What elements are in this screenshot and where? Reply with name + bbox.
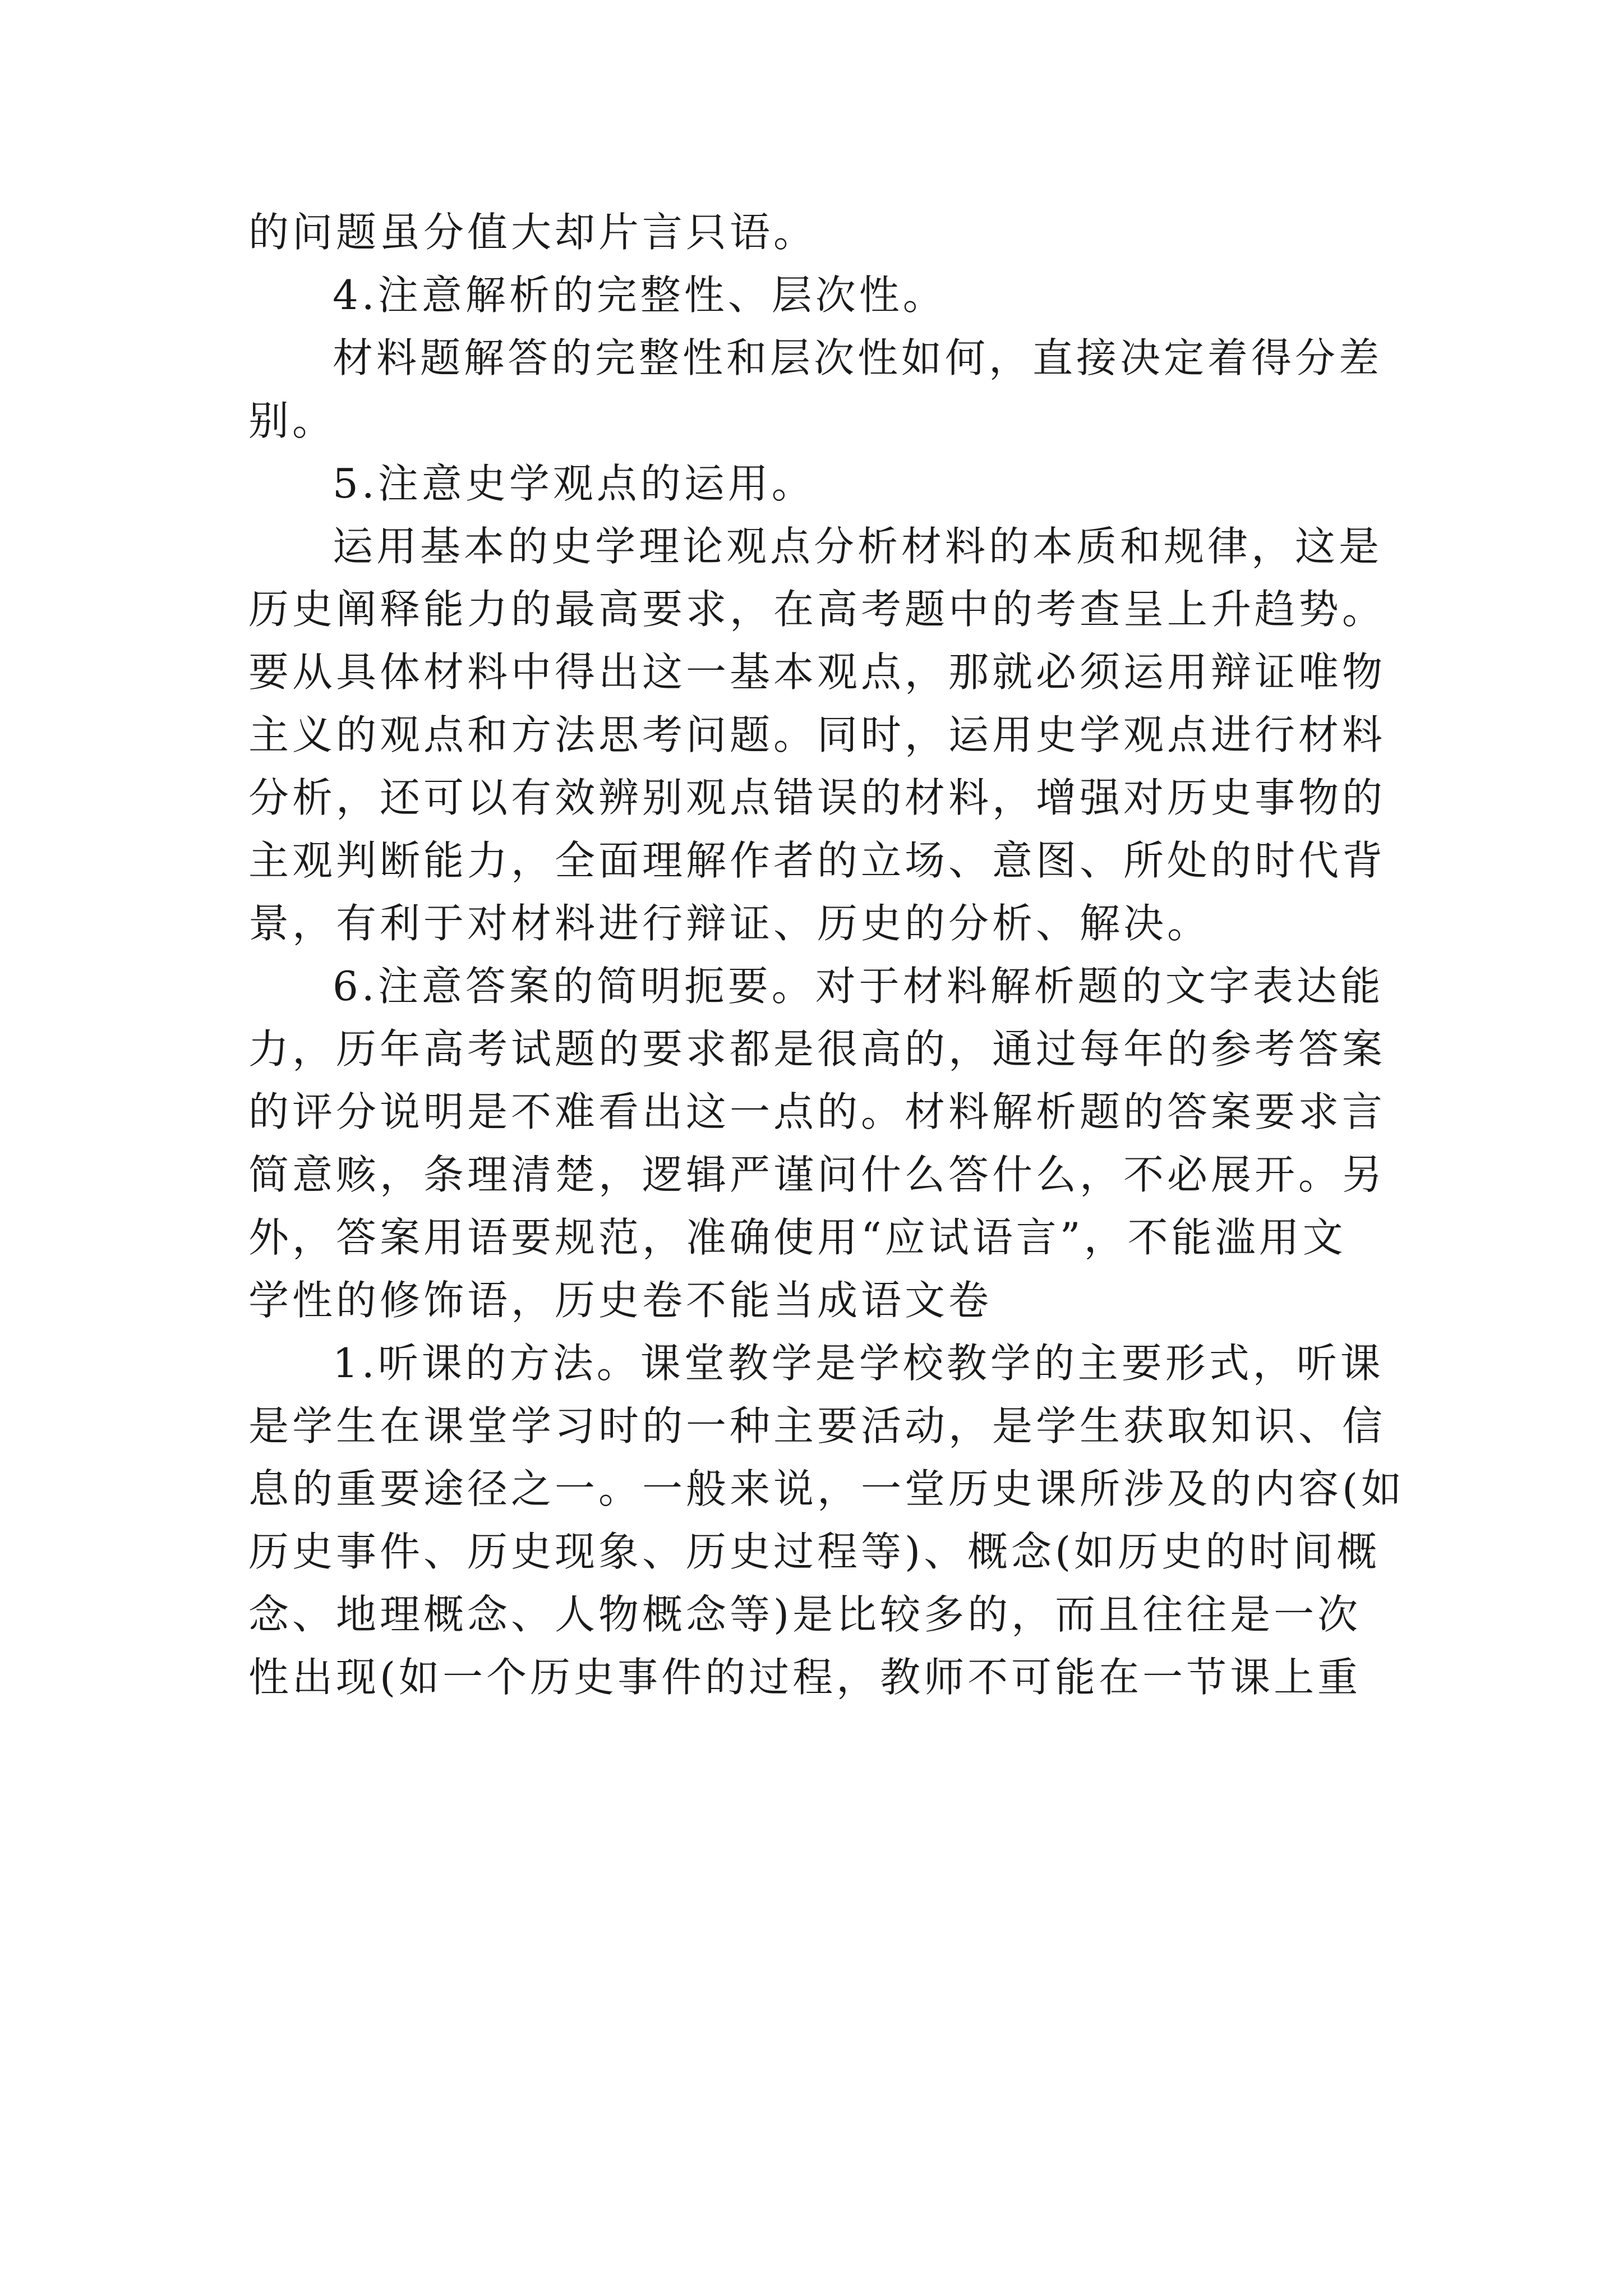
text-line: 要从具体材料中得出这一基本观点，那就必须运用辩证唯物 — [248, 648, 1386, 696]
text-line: 景，有利于对材料进行辩证、历史的分析、解决。 — [248, 900, 1211, 947]
text-line: 分析，还可以有效辨别观点错误的材料，增强对历史事物的 — [248, 774, 1386, 821]
text-line: 简意赅，条理清楚，逻辑严谨问什么答什么，不必展开。另 — [248, 1151, 1386, 1198]
text-line: 学性的修饰语，历史卷不能当成语文卷 — [248, 1277, 993, 1324]
document-body — [248, 201, 1405, 1709]
text-line: 力，历年高考试题的要求都是很高的，通过每年的参考答案 — [248, 1025, 1386, 1073]
text-line: 性出现(如一个历史事件的过程，教师不可能在一节课上重 — [248, 1654, 1362, 1701]
text-line: 息的重要途径之一。一般来说，一堂历史课所涉及的内容(如 — [248, 1465, 1405, 1512]
text-line: 的问题虽分值大却片言只语。 — [248, 209, 818, 256]
text-line: 念、地理概念、人物概念等)是比较多的，而且往往是一次 — [248, 1591, 1362, 1638]
text-line: 别。 — [248, 397, 336, 444]
text-line: 历史事件、历史现象、历史过程等)、概念(如历史的时间概 — [248, 1528, 1381, 1575]
text-line: 外，答案用语要规范，准确使用“应试语言”，不能滥用文 — [248, 1214, 1347, 1261]
text-line: 1.听课的方法。课堂教学是学校教学的主要形式，听课 — [333, 1340, 1384, 1387]
text-line: 运用基本的史学理论观点分析材料的本质和规律，这是 — [333, 523, 1383, 570]
text-line: 6.注意答案的简明扼要。对于材料解析题的文字表达能 — [333, 963, 1384, 1010]
text-line: 4.注意解析的完整性、层次性。 — [333, 272, 947, 319]
text-line: 5.注意史学观点的运用。 — [333, 460, 815, 507]
text-line: 历史阐释能力的最高要求，在高考题中的考查呈上升趋势。 — [248, 586, 1386, 633]
text-line: 主观判断能力，全面理解作者的立场、意图、所处的时代背 — [248, 837, 1386, 884]
text-line: 的评分说明是不难看出这一点的。材料解析题的答案要求言 — [248, 1088, 1386, 1135]
text-line: 材料题解答的完整性和层次性如何，直接决定着得分差 — [333, 334, 1383, 381]
text-line: 主义的观点和方法思考问题。同时，运用史学观点进行材料 — [248, 711, 1386, 758]
text-line: 是学生在课堂学习时的一种主要活动，是学生获取知识、信 — [248, 1402, 1386, 1450]
